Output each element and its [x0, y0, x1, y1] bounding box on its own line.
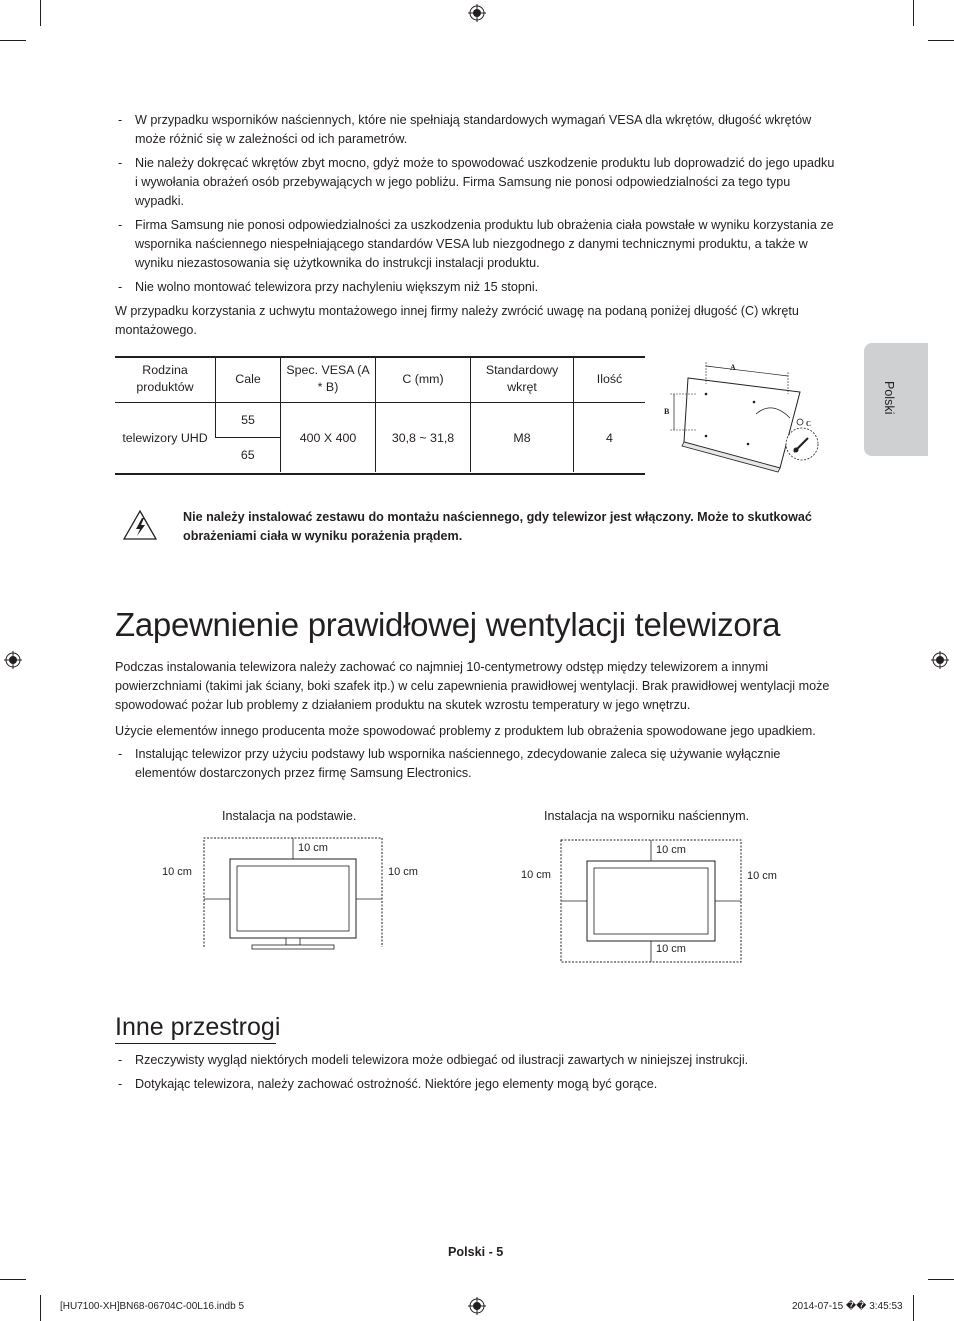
section-title: Inne przestrogi	[115, 1013, 281, 1041]
list-item: - Rzeczywisty wygląd niektórych modeli telewizora może odbiegać od ilustracji zawartych w niniejszej instrukcji.	[118, 1053, 749, 1067]
stand-installation-diagram	[200, 835, 386, 953]
table-cell: telewizory UHD	[122, 430, 208, 445]
footer-file-info: [HU7100-XH]BN68-06704C-00L16.indb 5	[60, 1301, 245, 1312]
table-header: Cale	[216, 356, 281, 403]
crop-mark	[928, 40, 954, 41]
crop-mark	[0, 1279, 26, 1280]
list-item: - Firma Samsung nie ponosi odpowiedzialności za uszkodzenia produktu lub obrażenia ciała powstałe w wyniku korzystania ze wspornika naściennego niespełniającego standardów VESA lub niezgodnego z danymi technicznymi produktu, a także w wyniku niezastosowania się użytkownika do instrukcji instalacji produktu.	[118, 218, 834, 270]
table-cell: 55	[216, 403, 281, 438]
label-c: C	[806, 420, 812, 428]
screw-length-paragraph: W przypadku korzystania z uchwytu montażowego innej firmy należy zwrócić uwagę na podaną poniżej długość (C) wkrętu montażowego.	[115, 304, 799, 337]
crop-mark	[40, 1295, 41, 1321]
table-cell: 400 X 400	[281, 403, 376, 473]
crop-mark	[913, 1295, 914, 1321]
table-header: Standardowy wkręt	[471, 356, 574, 403]
registration-mark-icon	[931, 651, 949, 669]
wall-right-gap: 10 cm	[747, 870, 777, 882]
table-cell: 65	[240, 448, 255, 462]
page-number: Polski - 5	[448, 1245, 504, 1259]
stand-caption: Instalacja na podstawie.	[222, 809, 357, 823]
table-bottom-rule	[115, 473, 645, 475]
language-tab	[864, 343, 928, 456]
wall-top-gap: 10 cm	[656, 844, 686, 856]
vesa-spec-table	[115, 356, 645, 472]
label-a: A	[730, 363, 736, 372]
section-title-underline	[115, 1043, 276, 1044]
wall-left-gap: 10 cm	[521, 869, 551, 881]
electric-shock-warning-icon	[122, 509, 158, 541]
stand-left-gap: 10 cm	[162, 866, 192, 878]
stand-top-gap: 10 cm	[298, 842, 328, 854]
table-row	[115, 403, 645, 438]
wall-bottom-gap: 10 cm	[656, 943, 686, 955]
table-cell: M8	[471, 403, 574, 473]
table-header: Rodzina produktów	[115, 356, 216, 403]
list-item: - Dotykając telewizora, należy zachować ostrożność. Niektóre jego elementy mogą być gorące.	[118, 1077, 658, 1091]
table-cell: 4	[574, 403, 646, 473]
wall-caption: Instalacja na wsporniku naściennym.	[544, 809, 750, 823]
stand-right-gap: 10 cm	[388, 866, 418, 878]
table-header: C (mm)	[376, 356, 471, 403]
ventilation-paragraph: Podczas instalowania telewizora należy zachować co najmniej 10-centymetrowy odstęp między telewizorem a innymi powierzchniami (takimi jak ściany, boki szafek itp.) w celu zapewnienia prawidłowej wentylacji. Brak prawidłowej wentylacji może spowodować pożar lub problemy z działaniem produktu na skutek wzrostu temperatury w jego wnętrzu.	[115, 660, 830, 712]
crop-mark	[40, 0, 41, 26]
list-item: - Nie należy dokręcać wkrętów zbyt mocno, gdyż może to spowodować uszkodzenie produktu lub doprowadzić do jego upadku i wywołania obrażeń osób przebywających w jego pobliżu. Firma Samsung nie ponosi odpowiedzialności za tego typu wypadki.	[118, 156, 835, 208]
page-title: Zapewnienie prawidłowej wentylacji telewizora	[115, 606, 781, 643]
wall-installation-diagram	[558, 837, 744, 965]
footer-timestamp: 2014-07-15 �� 3:45:53	[792, 1301, 903, 1312]
table-header: Ilość	[574, 356, 646, 403]
registration-mark-icon	[468, 1297, 486, 1315]
crop-mark	[928, 1279, 954, 1280]
warning-text: Nie należy instalować zestawu do montażu naściennego, gdy telewizor jest włączony. Może to skutkować obrażeniami ciała w wyniku porażenia prądem.	[183, 510, 812, 543]
wall-mount-diagram	[660, 356, 830, 474]
label-b: B	[664, 407, 670, 416]
list-item: - Nie wolno montować telewizora przy nachyleniu większym niż 15 stopni.	[118, 280, 539, 294]
third-party-paragraph: Użycie elementów innego producenta może spowodować problemy z produktem lub obrażenia spowodowane jego upadkiem.	[115, 724, 816, 738]
table-header: Spec. VESA (A * B)	[281, 356, 376, 403]
list-item: - Instalując telewizor przy użyciu podstawy lub wspornika naściennego, zdecydowanie zaleca się używanie wyłącznie elementów dostarczonych przez firmę Samsung Electronics.	[118, 747, 781, 780]
registration-mark-icon	[468, 4, 486, 22]
crop-mark	[0, 40, 26, 41]
list-item: - W przypadku wsporników naściennych, które nie spełniają standardowych wymagań VESA dla wkrętów, długość wkrętów może różnić się w zależności od ich parametrów.	[118, 113, 812, 146]
language-tab-label: Polski	[882, 381, 896, 415]
crop-mark	[913, 0, 914, 26]
registration-mark-icon	[4, 651, 22, 669]
table-cell: 30,8 ~ 31,8	[376, 403, 471, 473]
